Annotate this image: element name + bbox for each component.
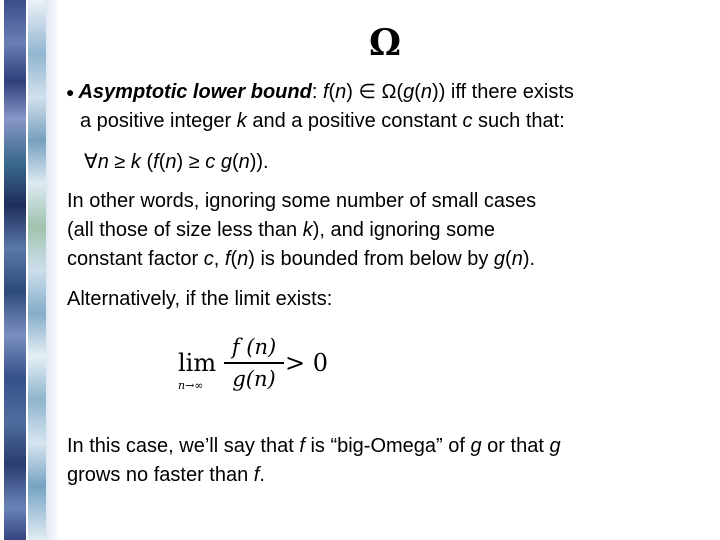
- limit-formula: [175, 335, 335, 405]
- definition-term: Asymptotic lower bound: [78, 81, 312, 103]
- alternative-paragraph: Alternatively, if the limit exists:: [67, 288, 333, 310]
- limit-operator: lim: [178, 349, 217, 377]
- limit-fraction: [224, 335, 284, 391]
- fraction-bar: [224, 362, 284, 364]
- decorative-strip-dark: [4, 0, 26, 540]
- explanation-paragraph: In other words, ignoring some number of small cases (all those of size less than k), and ignoring some constant factor c, f(n) is bounded from below by g(n).: [67, 190, 537, 270]
- definition-formula: ∀n ≥ k (f(n) ≥ c g(n)).: [84, 151, 269, 173]
- bullet-dot-icon: ●: [66, 84, 75, 101]
- conclusion-paragraph: In this case, we’ll say that f is “big-Omega” of g or that g grows no faster than f.: [67, 435, 561, 486]
- decorative-strip-light: [28, 0, 46, 540]
- bullet-continuation: a positive integer k and a positive constant c such that:: [80, 110, 565, 132]
- fraction-denominator: g(n): [232, 366, 276, 391]
- limit-subscript: n→∞: [178, 379, 204, 392]
- fraction-numerator: f (n): [231, 335, 277, 359]
- slide-title: Ω: [368, 22, 402, 64]
- bullet-definition: ● Asymptotic lower bound: f(n) ∈ Ω(g(n)) iff there exists: [66, 81, 574, 103]
- limit-comparison: > 0: [285, 349, 329, 377]
- decorative-strip-fade: [46, 0, 60, 540]
